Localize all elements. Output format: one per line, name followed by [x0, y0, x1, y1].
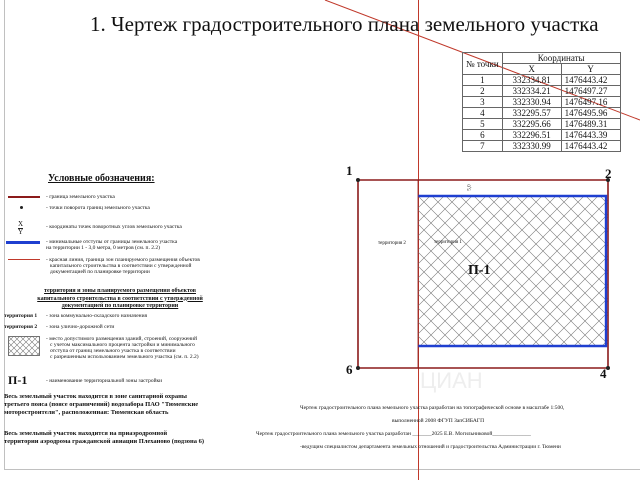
- footer-line-4: -ведущим специалистом департамента земельных отношений и градостроительства Администрации г. Тюмени: [300, 444, 561, 450]
- legend-item-text: - точки поворота границ земельного участка: [46, 205, 150, 211]
- hatch-pattern-icon: [8, 336, 40, 356]
- zone-symbol-text: - наименование территориальной зоны застройки: [46, 378, 163, 384]
- zone-section-title: [4, 288, 236, 311]
- turn-point-marker: [356, 178, 360, 182]
- xy-icon-y: Y: [18, 228, 24, 236]
- territory-1-text: - зона коммунально-складского назначения: [46, 313, 148, 319]
- hatch-text-4: с разрешенным использованием земельного участка (см. п. 2.2): [50, 354, 199, 360]
- point-label-1: 1: [346, 163, 353, 178]
- point-label-6: 6: [346, 362, 353, 377]
- point-label-2: 2: [605, 166, 612, 181]
- cell-x: 332334.21: [502, 86, 561, 97]
- cell-x: 332330.94: [502, 97, 561, 108]
- table-row: [463, 97, 621, 108]
- legend-item-text: - красная линия, граница зон планируемого размещения объектов: [46, 257, 200, 263]
- drawing-territory-2-label: территория 2: [378, 241, 406, 246]
- note-line: территории аэродрома гражданской авиации Плеханово (подзона 6): [4, 438, 205, 445]
- hatch-text-2: с учетом максимального процента застройки и минимального: [50, 342, 195, 348]
- footer-line-2: выполненной 2008 ФГУП ЗапСИБАГП: [392, 418, 485, 424]
- legend-item-text-3: документацией по планировке территории: [50, 269, 150, 275]
- hatch-text-3: отступа от границ земельного участка в соответствии: [50, 348, 176, 354]
- header-coordinates: Координаты: [502, 53, 620, 64]
- page-title: 1. Чертеж градостроительного плана земельного участка: [90, 12, 599, 36]
- territory-1-label: территория 1: [4, 313, 38, 319]
- cell-y: 1476443.42: [561, 75, 620, 86]
- sanitary-zone-note: [4, 393, 198, 417]
- header-point-number: № точки: [463, 53, 503, 75]
- red-line-icon: [8, 259, 40, 260]
- cell-x: 332295.57: [502, 108, 561, 119]
- cell-x: 332330.99: [502, 141, 561, 152]
- table-row: [463, 141, 621, 152]
- note-line: третьего пояса (поясе ограничений) водозабора ПАО "Тюменские: [4, 401, 199, 408]
- territory-2-label: территория 2: [4, 324, 38, 330]
- legend-item-text: - минимальные отступы от границы земельного участка: [46, 239, 178, 245]
- zone-symbol-p1: П-1: [8, 373, 28, 387]
- cell-n: 7: [463, 141, 503, 152]
- table-row: [463, 119, 621, 130]
- cell-n: 1: [463, 75, 503, 86]
- point-label-4: 4: [600, 366, 607, 381]
- note-line: моторостроители", расположенная: Тюменская область: [4, 409, 169, 416]
- cell-n: 4: [463, 108, 503, 119]
- legend-item-text-2: на территории 1 - 3,0 метра, 0 метров (см. п. 2.2): [46, 245, 160, 251]
- turn-point-icon: [20, 206, 23, 209]
- setback-dimension-label: 5,0: [467, 184, 473, 191]
- zone-title-line-2: капитального строительства в соответствии с утвержденной: [37, 295, 203, 302]
- cell-n: 6: [463, 130, 503, 141]
- cell-y: 1476495.96: [561, 108, 620, 119]
- zone-label-p1: П-1: [468, 263, 491, 278]
- territory-2-text: - зона улично-дорожной сети: [46, 324, 115, 330]
- legend-item-text: - координаты точек поворотных углов земельного участка: [46, 224, 182, 230]
- legend-title: Условные обозначения:: [48, 173, 155, 184]
- table-row: [463, 108, 621, 119]
- drawing-territory-1-label: территория 1: [434, 240, 462, 245]
- note-line: Весь земельный участок находится на приаэродромной: [4, 430, 168, 437]
- xy-icon-x: X: [18, 220, 24, 228]
- coordinates-table: [462, 52, 621, 152]
- watermark: ЦИАН: [420, 368, 483, 393]
- cell-x: 332334.81: [502, 75, 561, 86]
- cell-y: 1476443.39: [561, 130, 620, 141]
- table-header-row: [463, 53, 621, 64]
- xy-icon: [18, 221, 23, 236]
- note-line: Весь земельный участок находится в зоне санитарной охраны: [4, 393, 187, 400]
- buildable-area-hatch: [418, 196, 608, 346]
- cell-x: 332295.66: [502, 119, 561, 130]
- legend-item-text: - граница земельного участка: [46, 194, 115, 200]
- cell-n: 3: [463, 97, 503, 108]
- legend-item-text-2: капитального строительства в соответствии с утвержденной: [50, 263, 192, 269]
- header-x: X: [502, 64, 561, 75]
- zone-title-line-3: документацией по планировке территории: [61, 303, 179, 309]
- footer-line-3: Чертеж градостроительного плана земельного участка разработан _______2025 Е.В. Могильниковой______________: [256, 431, 531, 437]
- footer-line-1: Чертеж градостроительного плана земельного участка разработан на топографической основе в масштабе 1:500,: [300, 405, 565, 411]
- zone-title-line-1: территория и зоны планируемого размещения объектов: [44, 288, 196, 294]
- hatch-text-1: - место допустимого размещения зданий, строений, сооружений: [46, 336, 198, 342]
- cell-y: 1476497.27: [561, 86, 620, 97]
- cell-y: 1476443.42: [561, 141, 620, 152]
- boundary-line-icon: [8, 196, 40, 198]
- cell-y: 1476489.31: [561, 119, 620, 130]
- setback-line-icon: [6, 241, 40, 244]
- cell-x: 332296.51: [502, 130, 561, 141]
- cell-y: 1476497.16: [561, 97, 620, 108]
- cell-n: 5: [463, 119, 503, 130]
- cell-n: 2: [463, 86, 503, 97]
- turn-point-marker: [356, 366, 360, 370]
- airport-zone-note: [4, 430, 204, 446]
- table-row: [463, 75, 621, 86]
- table-row: [463, 130, 621, 141]
- header-y: Y: [561, 64, 620, 75]
- table-row: [463, 86, 621, 97]
